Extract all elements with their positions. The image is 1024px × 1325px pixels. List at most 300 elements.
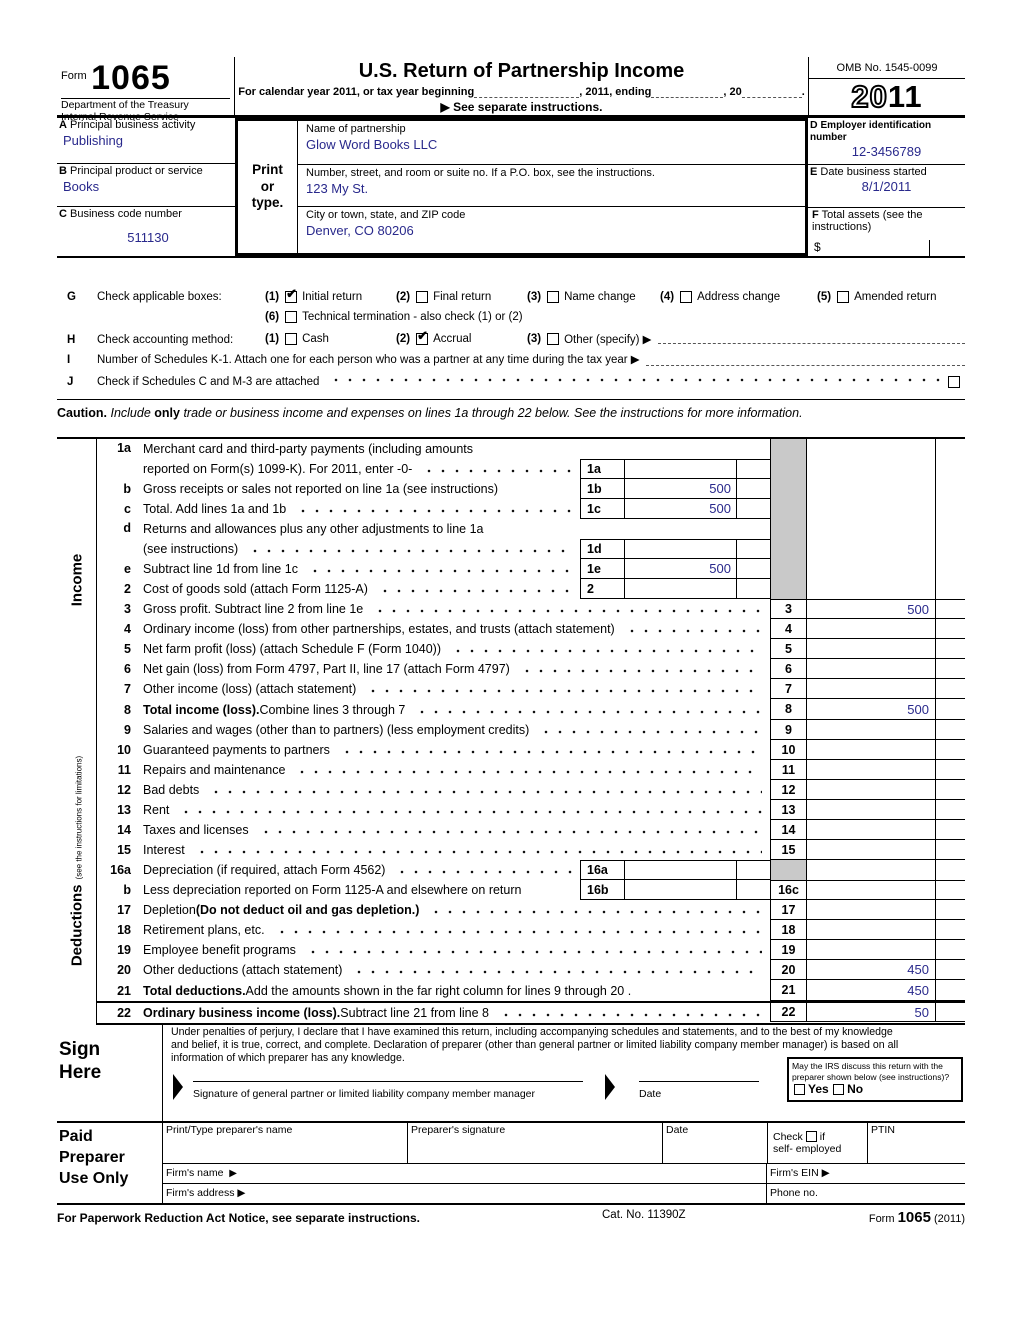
dot-leader [308,569,572,573]
irs-discuss-text: May the IRS discuss this return with the preparer shown below (see instructions)? [792,1061,950,1082]
right-amount[interactable] [807,720,935,740]
city-value[interactable]: Denver, CO 80206 [306,223,414,238]
street-value[interactable]: 123 My St. [306,181,369,196]
description-line [143,559,580,579]
line-description [141,639,770,659]
accounting-method-2-label: Accrual [433,333,472,345]
line-description [141,439,580,479]
dot-leader [248,549,572,553]
line-description [141,599,770,619]
applicable-box-4-checkbox[interactable] [680,291,692,303]
line-number: d [123,521,131,535]
firm-ein-label: Firm's EIN ▶ [770,1167,830,1180]
label-text: Less depreciation reported on Form 1125-A and elsewhere on return [143,883,522,897]
check-word: Check [773,1131,803,1143]
right-amount [807,479,935,499]
two-line-label [143,519,580,559]
form-line-19 [97,940,965,960]
entry-box-cents[interactable] [736,579,770,599]
discuss-yes-group [794,1082,829,1097]
right-amount[interactable] [807,659,935,679]
caution-line [57,399,965,420]
year-outline-digits: 20 [851,79,888,114]
schedules-k1-count-field[interactable] [646,354,965,366]
entry-box-amount[interactable] [624,880,736,900]
entry-box-cents[interactable] [736,539,770,559]
right-line-number: 3 [770,599,807,619]
label-text: Gross profit. Subtract line 2 from line 1e [143,602,364,616]
label-text-line2: reported on Form(s) 1099-K). For 2011, enter -0- [143,462,413,476]
preparer-row-2 [163,1164,965,1184]
business-code-cell [57,207,235,256]
applicable-box-5-number: (5) [817,291,832,303]
line-number: 9 [124,723,131,737]
phone-cell[interactable] [767,1184,965,1204]
line-i-letter: I [67,354,71,366]
form-line-1c [97,499,965,519]
dot-leader [429,910,762,914]
line-g-items [265,286,965,303]
applicable-box-3-label: Name change [564,291,636,303]
income-deductions-table [57,437,965,1025]
dollar-sign: $ [814,240,821,254]
description-line [143,539,580,559]
label-text: Employee benefit programs [143,943,296,957]
shaded-cell [770,860,807,880]
line-number: 21 [117,983,131,998]
line-number: 13 [117,803,131,817]
description-line [143,940,770,960]
entry-box-amount[interactable] [624,459,736,479]
line-g-letter: G [67,291,76,303]
check-mark-icon: ✔ [417,328,428,343]
applicable-box-1-checkbox[interactable] [285,286,297,303]
right-cents[interactable] [935,920,965,940]
entity-info-block [57,118,965,258]
street-cell [298,165,805,207]
applicable-box-1-number: (1) [265,291,280,303]
entry-box-amount[interactable] [624,860,736,880]
label-text: Salaries and wages (other than to partners) (less employment credits) [143,723,530,737]
line-number: 20 [117,963,131,977]
signature-date-label: Date [639,1087,662,1100]
line-description [141,900,770,920]
use-only-words: Use Only [59,1169,129,1187]
entity-left-column [57,118,235,256]
city-label: City or town, state, and ZIP code [306,209,466,221]
line-description [141,659,770,679]
right-amount[interactable]: 450 [807,960,935,980]
accounting-method-1-checkbox[interactable] [285,333,297,345]
caution-bold-word: only [154,406,180,420]
entry-box-number: 1b [580,479,624,499]
form-line-20 [97,960,965,980]
right-cents[interactable] [935,740,965,760]
right-amount[interactable] [807,679,935,699]
right-line-number: 4 [770,619,807,639]
description-line [143,820,770,840]
line-j-label: Check if Schedules C and M-3 are attached [97,376,320,388]
right-cents[interactable] [935,679,965,699]
form-number-line [61,59,230,98]
label-text: Ordinary income (loss) from other partnerships, estates, and trusts (attach statement) [143,622,615,636]
line-number: 1a [117,441,131,455]
firm-name-cell[interactable] [163,1164,767,1183]
right-line-number: 6 [770,659,807,679]
date-started-cell [808,165,965,208]
right-cents [935,479,965,499]
right-amount[interactable] [807,740,935,760]
date-started-value[interactable]: 8/1/2011 [861,179,912,194]
principal-product-value[interactable]: Books [63,179,100,195]
preparer-date-cell[interactable] [663,1123,768,1163]
right-line-number: 14 [770,820,807,840]
line-g-label: Check applicable boxes: [97,291,222,303]
omb-number: OMB No. 1545-0099 [809,57,965,79]
total-assets-label: Total assets (see the instructions) [812,209,923,233]
right-cents[interactable] [935,780,965,800]
discuss-no-checkbox[interactable] [833,1084,844,1095]
form-identity-block [57,57,235,123]
paid-preparer-title [57,1123,162,1203]
right-cents[interactable] [935,659,965,679]
right-amount[interactable] [807,900,935,920]
right-cents[interactable] [935,599,965,619]
form-line-15 [97,840,965,860]
line-description [141,499,580,519]
income-section-title: Income [68,553,85,606]
firm-address-cell[interactable] [163,1184,767,1204]
ptin-cell[interactable] [868,1123,965,1163]
dot-leader [275,930,762,934]
label-text: Net farm profit (loss) (attach Schedule F (Form 1040)) [143,642,442,656]
right-cents [935,559,965,579]
right-line-number: 16c [770,880,807,900]
label-text: Other deductions (attach statement) [143,963,343,977]
line-description [141,920,770,940]
description-line [143,920,770,940]
line-description [141,840,770,860]
label-text: Gross receipts or sales not reported on line 1a (see instructions) [143,482,499,496]
tax-year-banner [809,79,965,115]
preparer-name-cell[interactable] [163,1123,408,1163]
line-description [141,699,770,720]
business-code-value[interactable]: 511130 [127,229,169,245]
description-line [143,780,770,800]
tax-year-begin-field[interactable] [474,88,579,98]
discuss-yes-checkbox[interactable] [794,1084,805,1095]
right-cents[interactable] [935,720,965,740]
check-if-word: if [819,1131,826,1143]
right-amount[interactable]: 500 [807,599,935,619]
right-amount[interactable] [807,920,935,940]
self-employed-cell [768,1123,868,1163]
entry-box-cents[interactable] [736,499,770,519]
right-cents [935,519,965,559]
entry-box-amount[interactable] [624,539,736,559]
label-text: Subtract line 1d from line 1c [143,562,298,576]
line-number: b [123,883,131,897]
footer-form-word: Form [868,1213,895,1225]
applicable-box-5-checkbox[interactable] [837,291,849,303]
preparer-date-label: Date [666,1124,689,1136]
partnership-name-cell [298,121,805,165]
dot-leader [296,509,572,513]
entry-box-number: 1a [580,459,624,479]
description-line [143,579,580,599]
tax-year-end-field[interactable] [651,88,723,98]
description-line [143,700,770,720]
ptin-label: PTIN [871,1124,895,1136]
footer-form-id [869,1209,965,1226]
entry-box-amount[interactable]: 500 [624,499,736,519]
line-22-row [97,1001,965,1025]
discuss-no-label: No [847,1082,864,1097]
dot-leader [451,649,762,653]
description-line [143,860,580,880]
right-amount[interactable] [807,619,935,639]
year-solid-digits: 11 [887,79,923,114]
right-amount[interactable] [807,639,935,659]
applicable-box-4-number: (4) [660,291,675,303]
right-amount[interactable]: 50 [807,1003,935,1022]
line-description [141,619,770,639]
preparer-row-1 [163,1123,965,1164]
line-j-letter: J [67,376,74,388]
applicable-box-1 [265,286,396,303]
entry-box-cents[interactable] [736,459,770,479]
right-line-number: 22 [770,1003,807,1022]
right-amount[interactable] [807,760,935,780]
calendar-end: , 20 [723,86,742,98]
accounting-method-3 [527,332,652,346]
paid-word: Paid [59,1128,93,1145]
label-text: Interest [143,843,185,857]
shaded-cell [770,559,807,579]
line-number: 16a [110,863,131,877]
right-cents[interactable] [935,980,965,1001]
dot-leader [195,850,762,854]
right-amount[interactable] [807,820,935,840]
signature-label: Signature of general partner or limited liability company member manager [193,1087,535,1100]
description-line [143,499,580,519]
line-i-label: Number of Schedules K-1. Attach one for each person who was a partner at any time during the tax year ▶ [97,354,640,366]
line-number: 10 [117,743,131,757]
form-line-1b [97,479,965,499]
entry-box-amount[interactable] [624,579,736,599]
description-line [143,519,580,539]
line-description [141,1003,770,1022]
shaded-cell [770,499,807,519]
right-line-number: 5 [770,639,807,659]
ein-value[interactable]: 12-3456789 [851,144,922,159]
line-description [141,579,580,599]
firm-ein-cell[interactable] [767,1164,965,1183]
entry-box-cents[interactable] [736,880,770,900]
ein-label: Employer identification number [810,120,932,143]
right-cents[interactable] [935,880,965,900]
line-description [141,960,770,980]
line-number: 8 [124,702,131,717]
entry-box-cents[interactable] [736,479,770,499]
right-cents[interactable] [935,840,965,860]
table-rows [97,439,965,1025]
label-bold-text: Ordinary business income (loss). [143,1005,341,1020]
self-employed-checkbox[interactable] [806,1131,817,1142]
right-cents[interactable] [935,800,965,820]
signature-line[interactable] [193,1081,583,1082]
right-amount [807,439,935,479]
right-cents[interactable] [935,940,965,960]
entry-box-cents[interactable] [736,559,770,579]
line-description [141,559,580,579]
line-number: 6 [124,662,131,676]
dot-leader [179,810,762,814]
line-number: 18 [117,923,131,937]
accounting-method-2-checkbox[interactable] [416,328,428,345]
right-cents[interactable] [935,760,965,780]
label-bold-text: Total deductions. [143,983,246,998]
entry-box-number: 16a [580,860,624,880]
signature-arrow-icon [173,1074,183,1100]
line-description [141,780,770,800]
right-cents[interactable] [935,960,965,980]
deductions-note: (see the instructions for limitations) [74,755,83,879]
label-text: Other income (loss) (attach statement) [143,682,357,696]
date-arrow-icon [605,1074,615,1100]
footer-form-number: 1065 [897,1209,931,1226]
right-amount[interactable]: 500 [807,699,935,720]
irs-discuss-box [787,1057,963,1102]
sign-here-body [162,1023,965,1121]
line-22-sidebar [57,1001,97,1025]
form-line-17 [97,900,965,920]
dot-leader [209,790,762,794]
right-line-number: 11 [770,760,807,780]
schedules-c-m3-checkbox[interactable] [948,376,960,388]
line-number: 4 [124,622,131,636]
right-amount[interactable] [807,780,935,800]
line-number: 15 [117,843,131,857]
line-description [141,980,770,1001]
right-amount[interactable] [807,940,935,960]
caution-italic-2: trade or business income and expenses on lines 1a through 22 below. See the instructions for more information. [179,406,803,420]
partnership-name-label: Name of partnership [306,123,406,135]
line-description [141,880,580,900]
applicable-box-6-checkbox[interactable] [285,311,297,323]
description-line [143,619,770,639]
phone-label: Phone no. [770,1187,818,1200]
line-number: 19 [117,943,131,957]
right-amount[interactable] [807,880,935,900]
description-line [143,599,770,619]
other-specify-field[interactable] [658,332,965,344]
right-line-number: 8 [770,699,807,720]
line-i-row [57,346,965,366]
applicable-box-4 [660,291,817,303]
item-a-label: Principal business activity [70,119,196,131]
form-line-16b [97,880,965,900]
item-c-letter: C [59,207,67,220]
item-e-letter: E [810,166,818,178]
right-amount[interactable]: 450 [807,980,935,1001]
principal-business-activity-value[interactable]: Publishing [63,133,123,148]
dot-leader [259,830,762,834]
label-text: Retirement plans, etc. [143,923,265,937]
accounting-method-3-checkbox[interactable] [547,333,559,345]
entry-box-amount[interactable]: 500 [624,559,736,579]
form-line-22 [97,1003,965,1022]
principal-business-activity-cell [57,118,235,164]
accounting-method-2-number: (2) [396,333,411,345]
date-started-label: Date business started [820,166,927,178]
description-line [143,659,770,679]
item-c-label: Business code number [70,207,182,220]
signature-field-group [193,1081,583,1102]
applicable-box-2-checkbox[interactable] [416,291,428,303]
right-cents[interactable] [935,900,965,920]
signature-date-line[interactable] [639,1081,759,1082]
calendar-mid: , 2011, ending [579,86,652,98]
preparer-signature-label: Preparer's signature [411,1124,506,1136]
right-cents[interactable] [935,639,965,659]
line-number: 14 [117,823,131,837]
line-number: 2 [124,582,131,596]
line-number: 7 [124,682,131,696]
line-number: 11 [117,763,131,777]
form-line-1a [97,439,965,479]
firm-address-label: Firm's address ▶ [166,1187,246,1200]
dot-leader [499,1013,762,1017]
entry-box-cents[interactable] [736,860,770,880]
sign-word: Sign [59,1039,101,1060]
item-f-letter: F [812,209,819,221]
line-g6-item [265,311,523,323]
line-description [141,940,770,960]
label-bold-text: Total income (loss). [143,702,260,717]
right-line-number: 20 [770,960,807,980]
right-cents[interactable] [935,1003,965,1022]
tax-year-end-year-field[interactable] [742,88,802,98]
cents-tick [929,240,930,256]
accounting-method-1-label: Cash [302,333,329,345]
right-cents[interactable] [935,699,965,720]
preparer-word: Preparer [59,1148,125,1166]
print-or-type-label: Print or type. [238,121,298,253]
catalog-number: Cat. No. 11390Z [602,1209,686,1221]
preparer-signature-cell[interactable] [408,1123,663,1163]
right-amount[interactable] [807,840,935,860]
form-line-5 [97,639,965,659]
ein-cell [808,118,965,165]
self-employed-words: self- employed [773,1143,842,1155]
right-cents[interactable] [935,820,965,840]
item-b-label: Principal product or service [70,165,203,178]
dot-leader [340,750,762,754]
line-j-row [57,368,965,388]
applicable-box-3-number: (3) [527,291,542,303]
applicable-box-3-checkbox[interactable] [547,291,559,303]
form-line-1d [97,519,965,559]
description-line [143,880,580,900]
partnership-name-value[interactable]: Glow Word Books LLC [306,137,438,152]
line-g6-row [57,303,965,323]
line-number: c [124,502,131,516]
label-text: Guaranteed payments to partners [143,743,330,757]
right-cents[interactable] [935,619,965,639]
entry-box-amount[interactable]: 500 [624,479,736,499]
right-amount[interactable] [807,800,935,820]
